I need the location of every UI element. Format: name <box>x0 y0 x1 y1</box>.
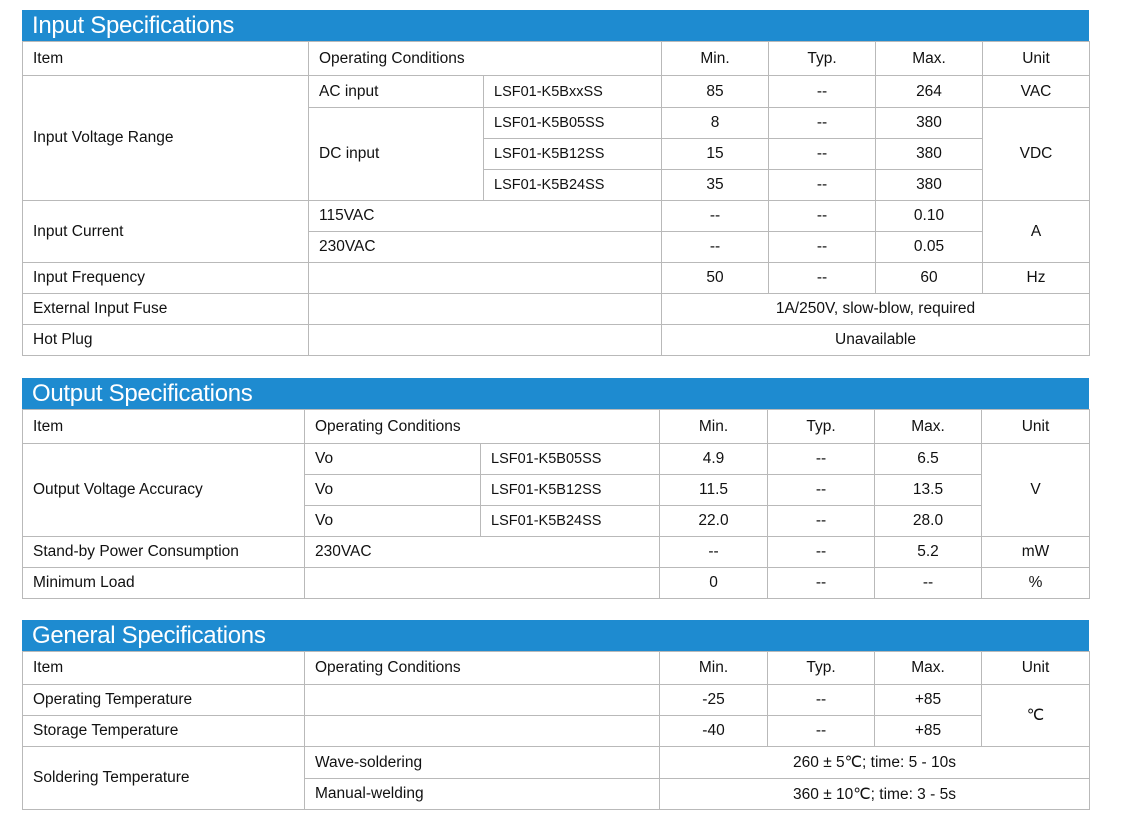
typ-cell: -- <box>769 76 876 108</box>
table-row <box>23 76 1090 108</box>
unit-cell: V <box>982 444 1090 537</box>
manual-welding-condition: Manual-welding <box>305 779 660 810</box>
minimum-load-label: Minimum Load <box>23 568 305 599</box>
typ-cell: -- <box>769 139 876 170</box>
typ-cell: -- <box>769 232 876 263</box>
typ-cell: -- <box>768 537 875 568</box>
header-conditions: Operating Conditions <box>305 652 660 685</box>
min-cell: 85 <box>662 76 769 108</box>
input-voltage-range-label: Input Voltage Range <box>23 76 309 201</box>
header-conditions: Operating Conditions <box>309 42 662 76</box>
min-cell: 4.9 <box>660 444 768 475</box>
header-item: Item <box>23 652 305 685</box>
input-specifications-title: Input Specifications <box>22 10 1089 41</box>
table-row <box>23 716 1090 747</box>
typ-cell: -- <box>768 444 875 475</box>
min-cell: -40 <box>660 716 768 747</box>
output-specifications-section <box>22 378 1089 599</box>
wave-soldering-condition: Wave-soldering <box>305 747 660 779</box>
unit-cell: ℃ <box>982 685 1090 747</box>
header-row <box>23 42 1090 76</box>
typ-cell: -- <box>768 716 875 747</box>
condition-cell <box>305 685 660 716</box>
fuse-value: 1A/250V, slow-blow, required <box>662 294 1090 325</box>
soldering-temperature-label: Soldering Temperature <box>23 747 305 810</box>
table-row <box>23 201 1090 232</box>
table-row <box>23 537 1090 568</box>
model-cell: LSF01-K5B12SS <box>481 475 660 506</box>
condition-cell <box>305 568 660 599</box>
header-unit: Unit <box>982 652 1090 685</box>
typ-cell: -- <box>768 475 875 506</box>
model-cell: LSF01-K5B24SS <box>481 506 660 537</box>
min-cell: -- <box>660 537 768 568</box>
model-cell: LSF01-K5BxxSS <box>484 76 662 108</box>
header-item: Item <box>23 42 309 76</box>
max-cell: 13.5 <box>875 475 982 506</box>
typ-cell: -- <box>769 108 876 139</box>
condition-cell <box>309 325 662 356</box>
storage-temperature-label: Storage Temperature <box>23 716 305 747</box>
model-cell: LSF01-K5B12SS <box>484 139 662 170</box>
typ-cell: -- <box>768 506 875 537</box>
typ-cell: -- <box>769 263 876 294</box>
standby-power-label: Stand-by Power Consumption <box>23 537 305 568</box>
unit-cell: Hz <box>983 263 1090 294</box>
input-specifications-section <box>22 10 1089 356</box>
min-cell: 35 <box>662 170 769 201</box>
condition-cell <box>309 294 662 325</box>
general-specifications-table <box>22 651 1090 810</box>
max-cell: +85 <box>875 685 982 716</box>
table-row <box>23 263 1090 294</box>
unit-cell: A <box>983 201 1090 263</box>
header-min: Min. <box>662 42 769 76</box>
output-specifications-title: Output Specifications <box>22 378 1089 409</box>
typ-cell: -- <box>769 170 876 201</box>
min-cell: -- <box>662 201 769 232</box>
table-row <box>23 325 1090 356</box>
min-cell: 50 <box>662 263 769 294</box>
header-unit: Unit <box>983 42 1090 76</box>
condition-cell: 230VAC <box>309 232 662 263</box>
max-cell: 380 <box>876 170 983 201</box>
header-row <box>23 410 1090 444</box>
manual-welding-value: 360 ± 10℃; time: 3 - 5s <box>660 779 1090 810</box>
header-max: Max. <box>875 652 982 685</box>
max-cell: 5.2 <box>875 537 982 568</box>
min-cell: 0 <box>660 568 768 599</box>
unit-cell: mW <box>982 537 1090 568</box>
header-max: Max. <box>875 410 982 444</box>
unit-cell: % <box>982 568 1090 599</box>
header-min: Min. <box>660 652 768 685</box>
input-specifications-table <box>22 41 1090 356</box>
condition-cell: 115VAC <box>309 201 662 232</box>
min-cell: 8 <box>662 108 769 139</box>
max-cell: 0.05 <box>876 232 983 263</box>
unit-cell: VDC <box>983 108 1090 201</box>
header-max: Max. <box>876 42 983 76</box>
hot-plug-value: Unavailable <box>662 325 1090 356</box>
model-cell: LSF01-K5B05SS <box>484 108 662 139</box>
header-unit: Unit <box>982 410 1090 444</box>
max-cell: 380 <box>876 139 983 170</box>
min-cell: 11.5 <box>660 475 768 506</box>
unit-cell: VAC <box>983 76 1090 108</box>
table-row <box>23 685 1090 716</box>
max-cell: -- <box>875 568 982 599</box>
condition-cell: Vo <box>305 506 481 537</box>
model-cell: LSF01-K5B05SS <box>481 444 660 475</box>
general-specifications-section <box>22 620 1089 810</box>
condition-cell <box>305 716 660 747</box>
header-row <box>23 652 1090 685</box>
table-row <box>23 747 1090 779</box>
min-cell: -- <box>662 232 769 263</box>
typ-cell: -- <box>768 568 875 599</box>
typ-cell: -- <box>769 201 876 232</box>
general-specifications-title: General Specifications <box>22 620 1089 651</box>
hot-plug-label: Hot Plug <box>23 325 309 356</box>
external-input-fuse-label: External Input Fuse <box>23 294 309 325</box>
max-cell: 60 <box>876 263 983 294</box>
min-cell: 15 <box>662 139 769 170</box>
header-item: Item <box>23 410 305 444</box>
typ-cell: -- <box>768 685 875 716</box>
max-cell: 0.10 <box>876 201 983 232</box>
table-row <box>23 444 1090 475</box>
max-cell: 264 <box>876 76 983 108</box>
max-cell: +85 <box>875 716 982 747</box>
max-cell: 6.5 <box>875 444 982 475</box>
operating-temperature-label: Operating Temperature <box>23 685 305 716</box>
condition-cell: Vo <box>305 444 481 475</box>
dc-input-label: DC input <box>309 108 484 201</box>
input-frequency-label: Input Frequency <box>23 263 309 294</box>
table-row <box>23 294 1090 325</box>
header-min: Min. <box>660 410 768 444</box>
header-conditions: Operating Conditions <box>305 410 660 444</box>
ac-input-label: AC input <box>309 76 484 108</box>
output-specifications-table <box>22 409 1090 599</box>
min-cell: -25 <box>660 685 768 716</box>
condition-cell: 230VAC <box>305 537 660 568</box>
table-row <box>23 568 1090 599</box>
header-typ: Typ. <box>768 410 875 444</box>
header-typ: Typ. <box>768 652 875 685</box>
max-cell: 380 <box>876 108 983 139</box>
min-cell: 22.0 <box>660 506 768 537</box>
output-voltage-accuracy-label: Output Voltage Accuracy <box>23 444 305 537</box>
max-cell: 28.0 <box>875 506 982 537</box>
header-typ: Typ. <box>769 42 876 76</box>
condition-cell: Vo <box>305 475 481 506</box>
model-cell: LSF01-K5B24SS <box>484 170 662 201</box>
input-current-label: Input Current <box>23 201 309 263</box>
condition-cell <box>309 263 662 294</box>
wave-soldering-value: 260 ± 5℃; time: 5 - 10s <box>660 747 1090 779</box>
